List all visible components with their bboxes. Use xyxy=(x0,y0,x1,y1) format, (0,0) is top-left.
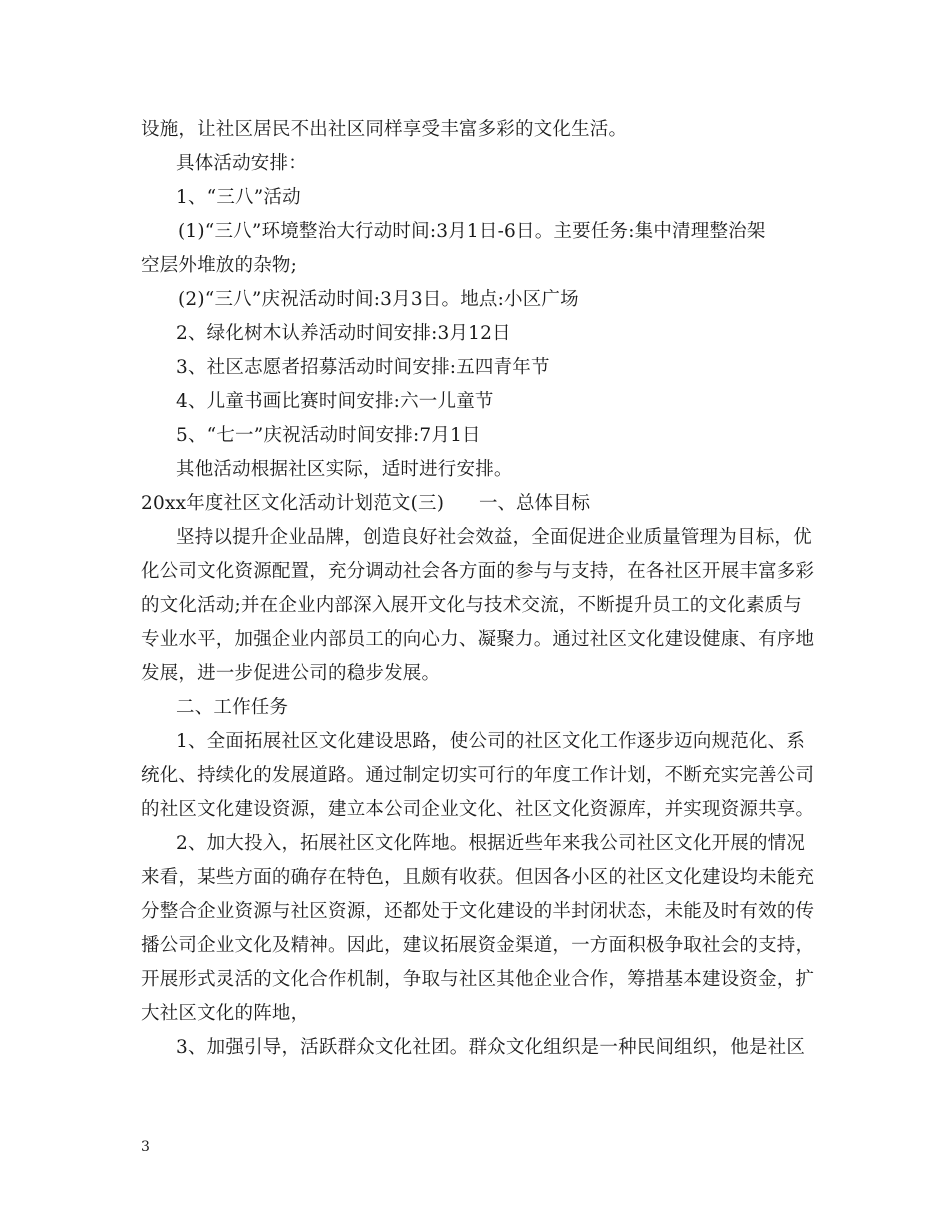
text-line: 坚持以提升企业品牌，创造良好社会效益，全面促进企业质量管理为目标，优 xyxy=(176,527,812,548)
text-line: 二、工作任务 xyxy=(176,697,289,718)
text-line: 发展，进一步促进公司的稳步发展。 xyxy=(141,663,441,684)
text-line: 1、“三八”活动 xyxy=(176,187,301,208)
text-line: 3、加强引导，活跃群众文化社团。群众文化组织是一种民间组织，他是社区 xyxy=(176,1037,806,1058)
text-line: 的文化活动;并在企业内部深入展开文化与技术交流，不断提升员工的文化素质与 xyxy=(141,595,802,616)
text-line: 具体活动安排： xyxy=(176,153,307,174)
text-line: 5、“七一”庆祝活动时间安排:7月1日 xyxy=(176,425,481,446)
text-line: 分整合企业资源与社区资源，还都处于文化建设的半封闭状态，未能及时有效的传 xyxy=(141,901,815,922)
text-line: (2)“三八”庆祝活动时间:3月3日。地点:小区广场 xyxy=(178,289,579,310)
text-line: 开展形式灵活的文化合作机制，争取与社区其他企业合作，筹措基本建设资金，扩 xyxy=(141,969,815,990)
page-number: 3 xyxy=(141,1139,150,1155)
text-line: 1、全面拓展社区文化建设思路，使公司的社区文化工作逐步迈向规范化、系 xyxy=(176,731,806,752)
text-line: 统化、持续化的发展道路。通过制定切实可行的年度工作计划，不断充实完善公司 xyxy=(141,765,815,786)
text-line: 4、儿童书画比赛时间安排:六一儿童节 xyxy=(176,391,494,412)
text-line: 其他活动根据社区实际，适时进行安排。 xyxy=(176,459,513,480)
text-line: (1)“三八”环境整治大行动时间:3月1日-6日。主要任务:集中清理整治架 xyxy=(178,221,766,242)
text-line: 播公司企业文化及精神。因此，建议拓展资金渠道，一方面积极争取社会的支持， xyxy=(141,935,815,956)
section-subheading: 一、总体目标 xyxy=(479,493,591,514)
text-line: 2、绿化树木认养活动时间安排:3月12日 xyxy=(176,323,511,344)
text-line: 化公司文化资源配置，充分调动社会各方面的参与与支持，在各社区开展丰富多彩 xyxy=(141,561,815,582)
text-line: 设施，让社区居民不出社区同样享受丰富多彩的文化生活。 xyxy=(141,119,628,140)
text-line: 专业水平，加强企业内部员工的向心力、凝聚力。通过社区文化建设健康、有序地 xyxy=(141,629,815,650)
text-line: 大社区文化的阵地， xyxy=(141,1003,310,1024)
text-line: 的社区文化建设资源，建立本公司企业文化、社区文化资源库，并实现资源共享。 xyxy=(141,799,815,820)
text-line: 2、加大投入，拓展社区文化阵地。根据近些年来我公司社区文化开展的情况 xyxy=(176,833,806,854)
text-line: 来看，某些方面的确存在特色，且颇有收获。但因各小区的社区文化建设均未能充 xyxy=(141,867,815,888)
text-line: 3、社区志愿者招募活动时间安排:五四青年节 xyxy=(176,357,550,378)
text-line: 空层外堆放的杂物; xyxy=(141,255,298,276)
section-heading: 20xx年度社区文化活动计划范文(三) xyxy=(141,493,445,514)
